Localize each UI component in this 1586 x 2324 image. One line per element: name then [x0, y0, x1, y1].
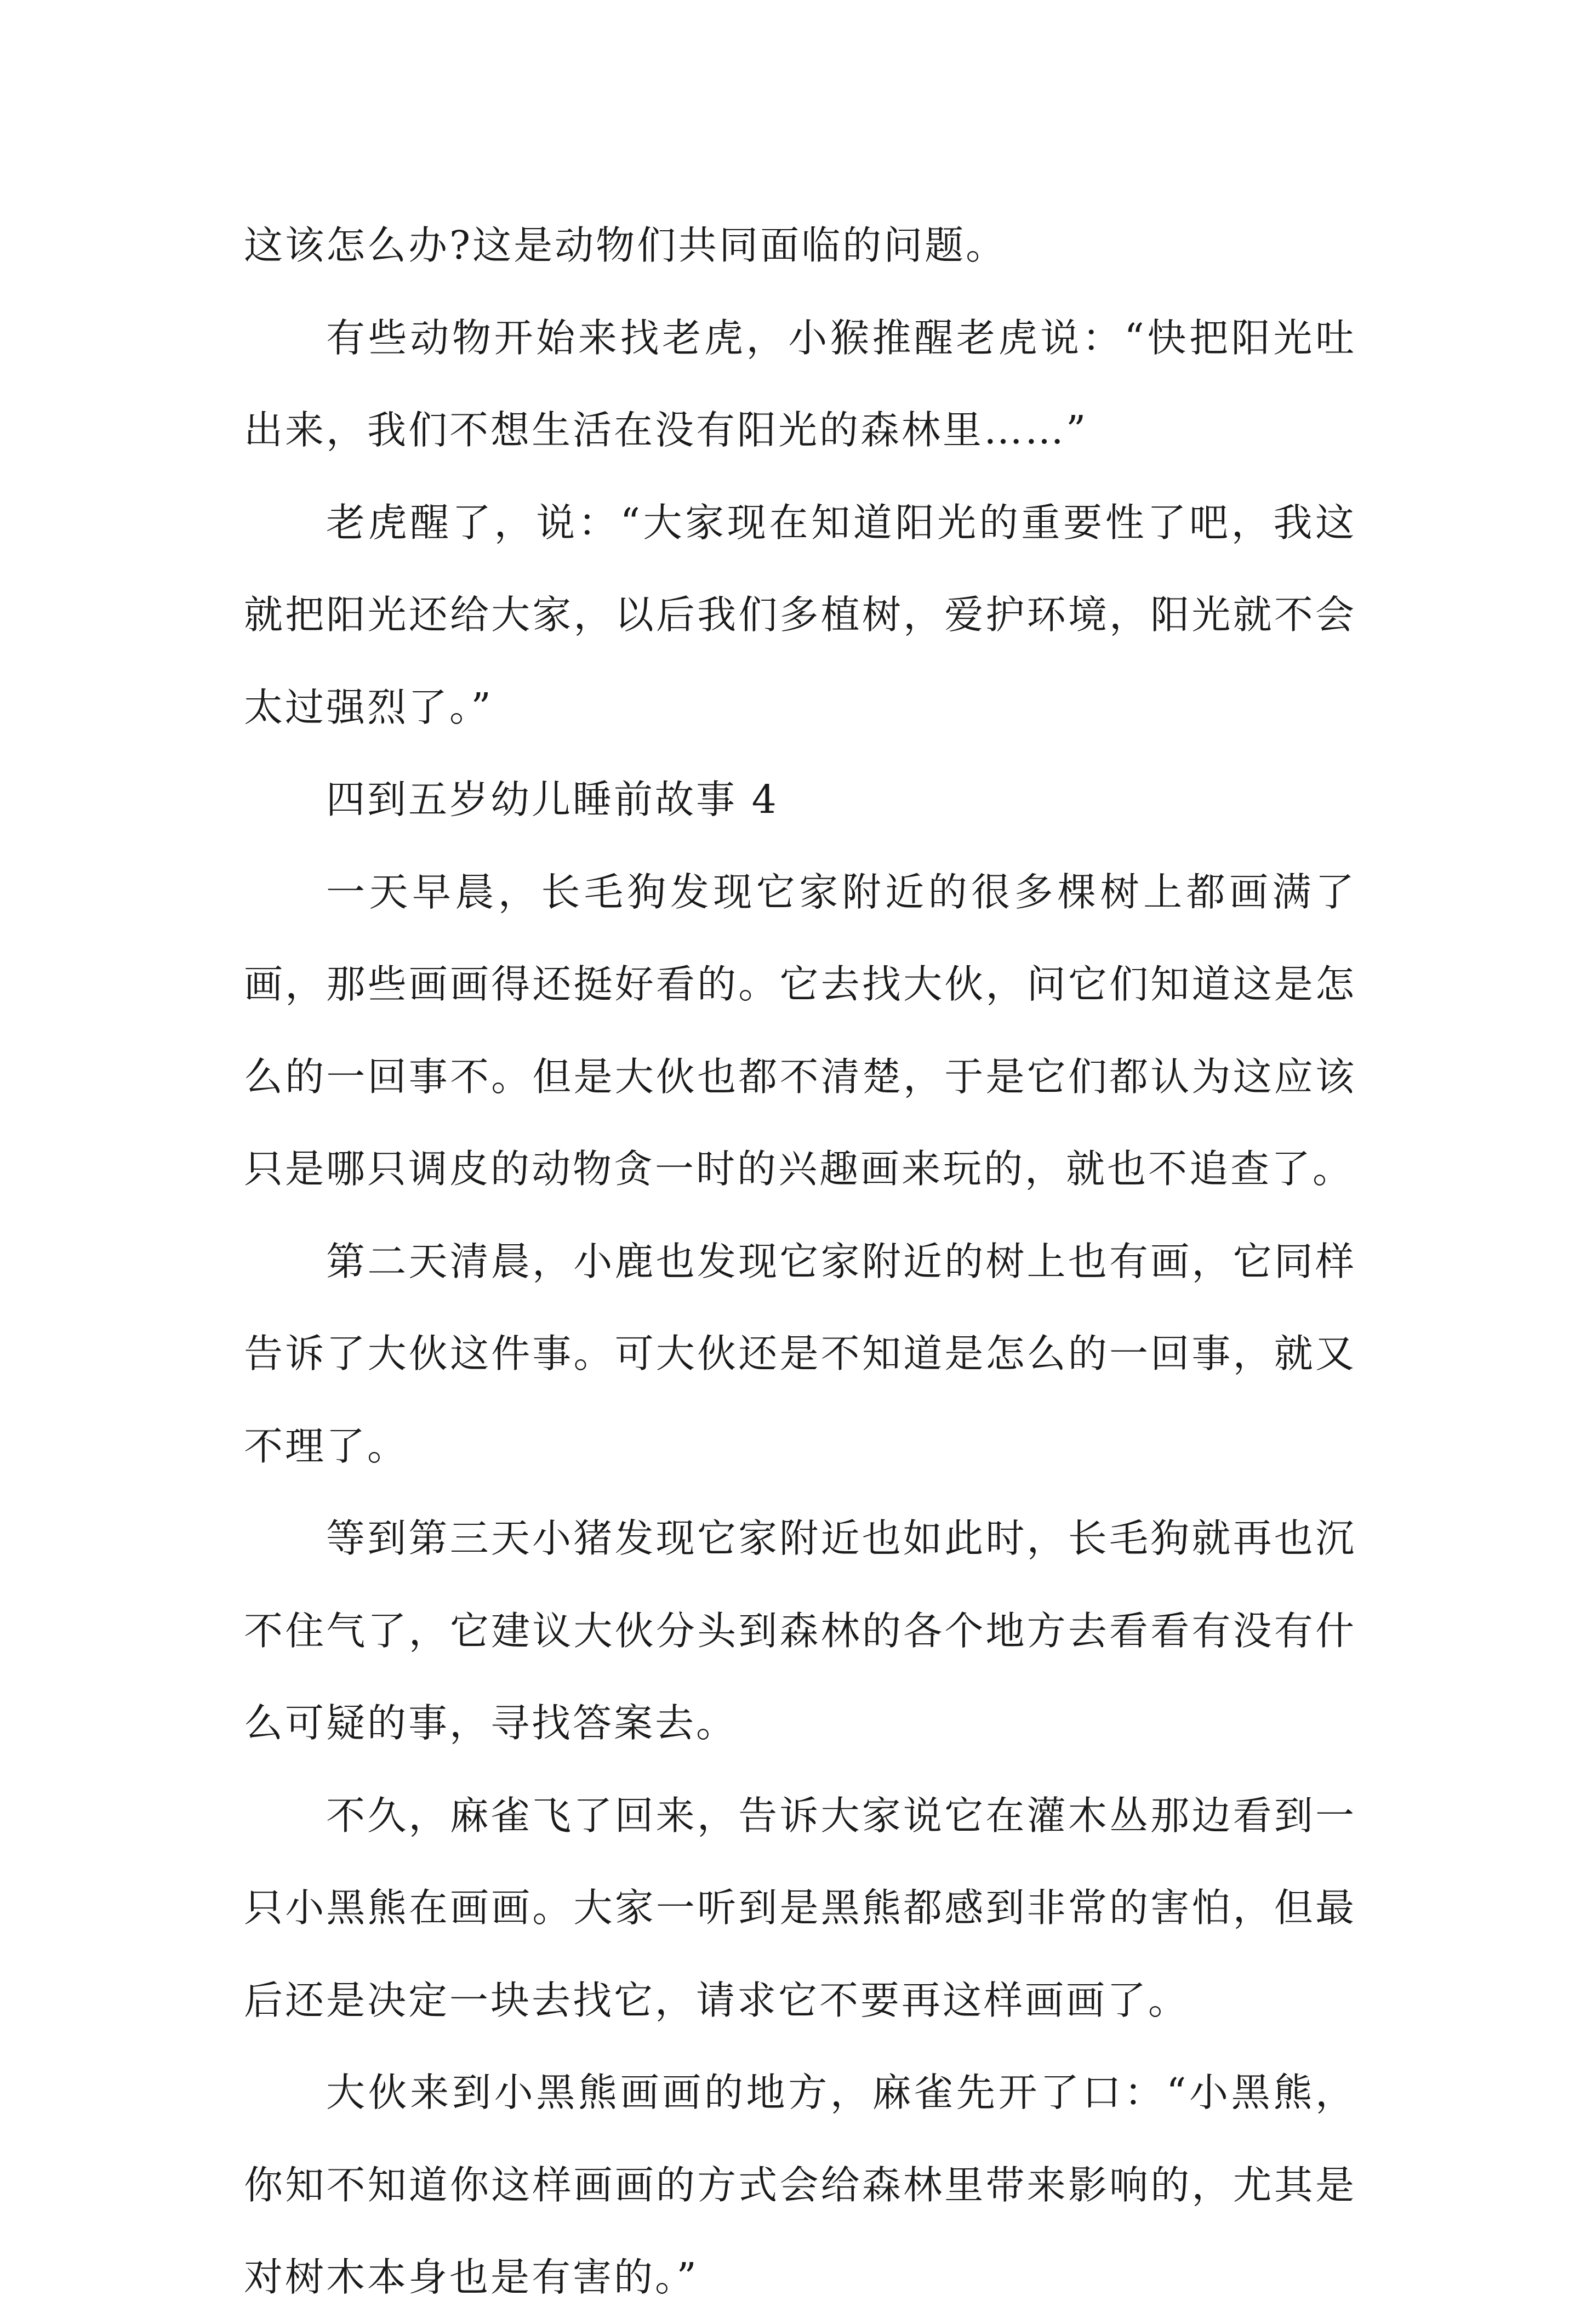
paragraph-2: 有些动物开始来找老虎，小猴推醒老虎说：“快把阳光吐出来，我们不想生活在没有阳光的森林里……” — [244, 315, 1356, 453]
paragraph-7: 等到第三天小猪发现它家附近也如此时，长毛狗就再也沉不住气了，它建议大伙分头到森林的各个地方去看看有没有什么可疑的事，寻找答案去。 — [244, 1516, 1356, 1746]
paragraph-8: 不久，麻雀飞了回来，告诉大家说它在灌木丛那边看到一只小黑熊在画画。大家一听到是黑熊都感到非常的害怕，但最后还是决定一块去找它，请求它不要再这样画画了。 — [244, 1792, 1356, 2023]
document-body — [244, 200, 1356, 2324]
paragraph-9: 大伙来到小黑熊画画的地方，麻雀先开了口：“小黑熊，你知不知道你这样画画的方式会给森林里带来影响的，尤其是对树木本身也是有害的。” — [244, 2070, 1356, 2300]
paragraph-6: 第二天清晨，小鹿也发现它家附近的树上也有画，它同样告诉了大伙这件事。可大伙还是不知道是怎么的一回事，就又不理了。 — [244, 1238, 1356, 1469]
story-heading: 四到五岁幼儿睡前故事 4 — [326, 777, 779, 822]
paragraph-5: 一天早晨，长毛狗发现它家附近的很多棵树上都画满了画，那些画画得还挺好看的。它去找大伙，问它们知道这是怎么的一回事不。但是大伙也都不清楚，于是它们都认为这应该只是哪只调皮的动物贪一时的兴趣画来玩的，就也不追查了。 — [244, 869, 1356, 1192]
paragraph-3: 老虎醒了，说：“大家现在知道阳光的重要性了吧，我这就把阳光还给大家，以后我们多植树，爱护环境，阳光就不会太过强烈了。” — [244, 499, 1356, 730]
paragraph-1: 这该怎么办?这是动物们共同面临的问题。 — [244, 223, 1007, 268]
